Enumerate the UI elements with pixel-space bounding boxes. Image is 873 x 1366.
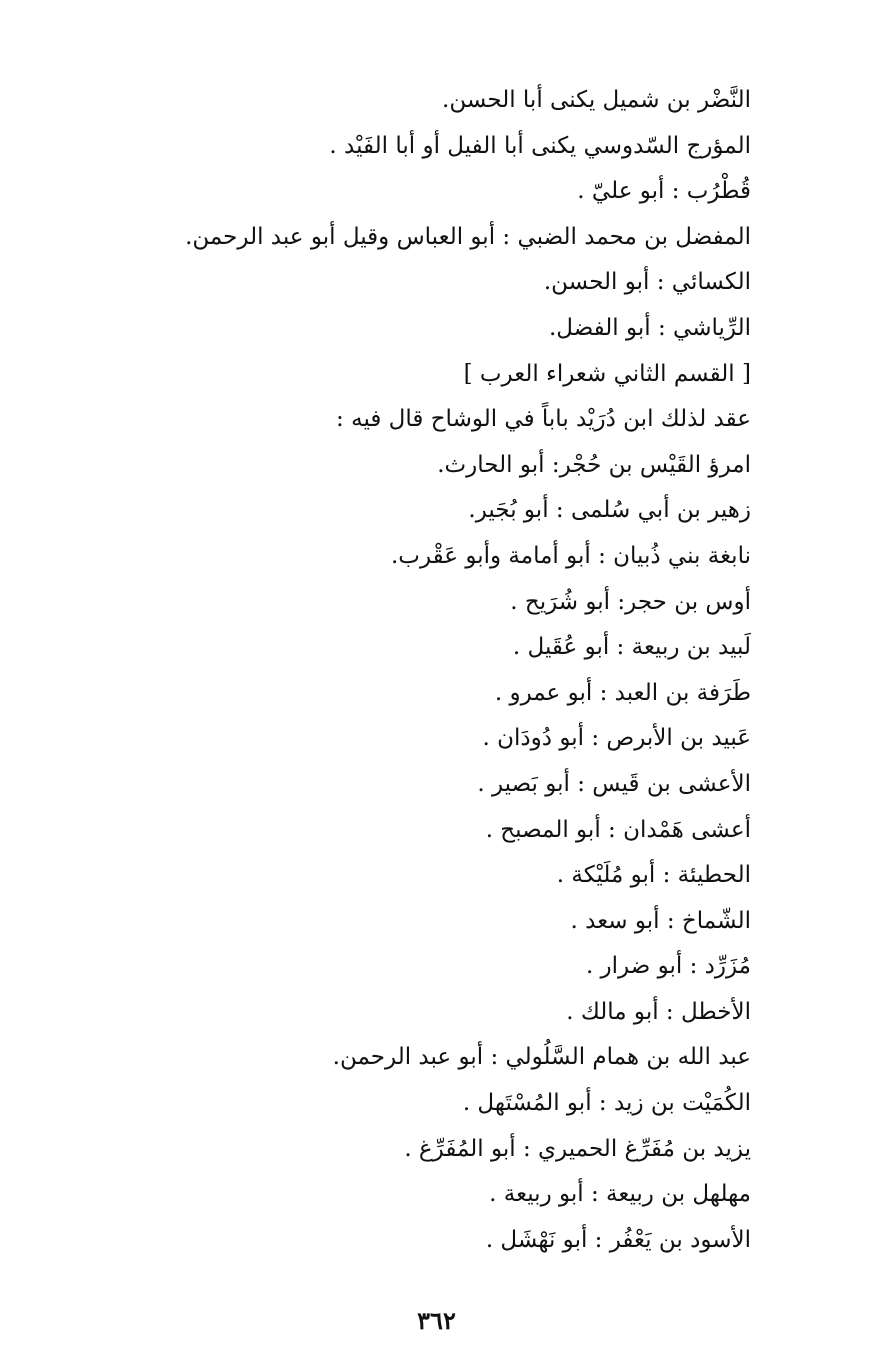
text-line: عقد لذلك ابن دُرَيْد باباً في الوشاح قال فيه : (336, 406, 751, 433)
text-line: المؤرج السّدوسي يكنى أبا الفيل أو أبا الفَيْد . (329, 132, 751, 159)
text-line: لَبيد بن ربيعة : أبو عُقَيل . (512, 634, 751, 661)
text-line: زهير بن أبي سُلمى : أبو بُجَير. (468, 497, 751, 524)
text-line: الكُمَيْت بن زيد : أبو المُسْتَهل . (462, 1090, 751, 1117)
text-line: عَبيد بن الأبرص : أبو دُودَان . (482, 725, 751, 752)
text-line: الأعشى بن قَيس : أبو بَصير . (477, 770, 751, 797)
text-line: مهلهل بن ربيعة : أبو ربيعة . (489, 1181, 751, 1208)
text-line: المفضل بن محمد الضبي : أبو العباس وقيل أبو عبد الرحمن. (185, 223, 751, 250)
text-line: الأسود بن يَعْفُر : أبو نَهْشَل . (485, 1226, 751, 1253)
text-line: الحطيئة : أبو مُلَيْكة . (556, 862, 751, 889)
text-line: الشّماخ : أبو سعد . (570, 907, 751, 934)
text-line: امرؤ القَيْس بن حُجْر: أبو الحارث. (437, 451, 751, 478)
text-line: أعشى هَمْدان : أبو المصبح . (485, 816, 751, 843)
text-line: الكسائي : أبو الحسن. (543, 269, 751, 296)
text-line: مُزَرِّد : أبو ضرار . (585, 953, 751, 980)
text-line: قُطْرُب : أبو عليّ . (577, 178, 751, 205)
page-number: ٣٦٢ (417, 1306, 456, 1335)
text-line: عبد الله بن همام السَّلُولي : أبو عبد الرحمن. (332, 1044, 751, 1071)
text-line: أوس بن حجر: أبو شُرَيح . (510, 588, 751, 615)
text-line: الأخطل : أبو مالك . (566, 998, 751, 1025)
text-line: النَّضْر بن شميل يكنى أبا الحسن. (442, 87, 751, 113)
text-line: طَرَفة بن العبد : أبو عمرو . (494, 679, 751, 706)
text-line: يزيد بن مُفَرِّغ الحميري : أبو المُفَرِّغ . (404, 1135, 751, 1162)
section-heading: [ القسم الثاني شعراء العرب ] (463, 360, 751, 387)
text-line: نابغة بني ذُبيان : أبو أمامة وأبو عَقْرب. (391, 542, 751, 569)
text-line: الرِّياشي : أبو الفضل. (548, 314, 751, 341)
text-body (51, 78, 751, 1263)
